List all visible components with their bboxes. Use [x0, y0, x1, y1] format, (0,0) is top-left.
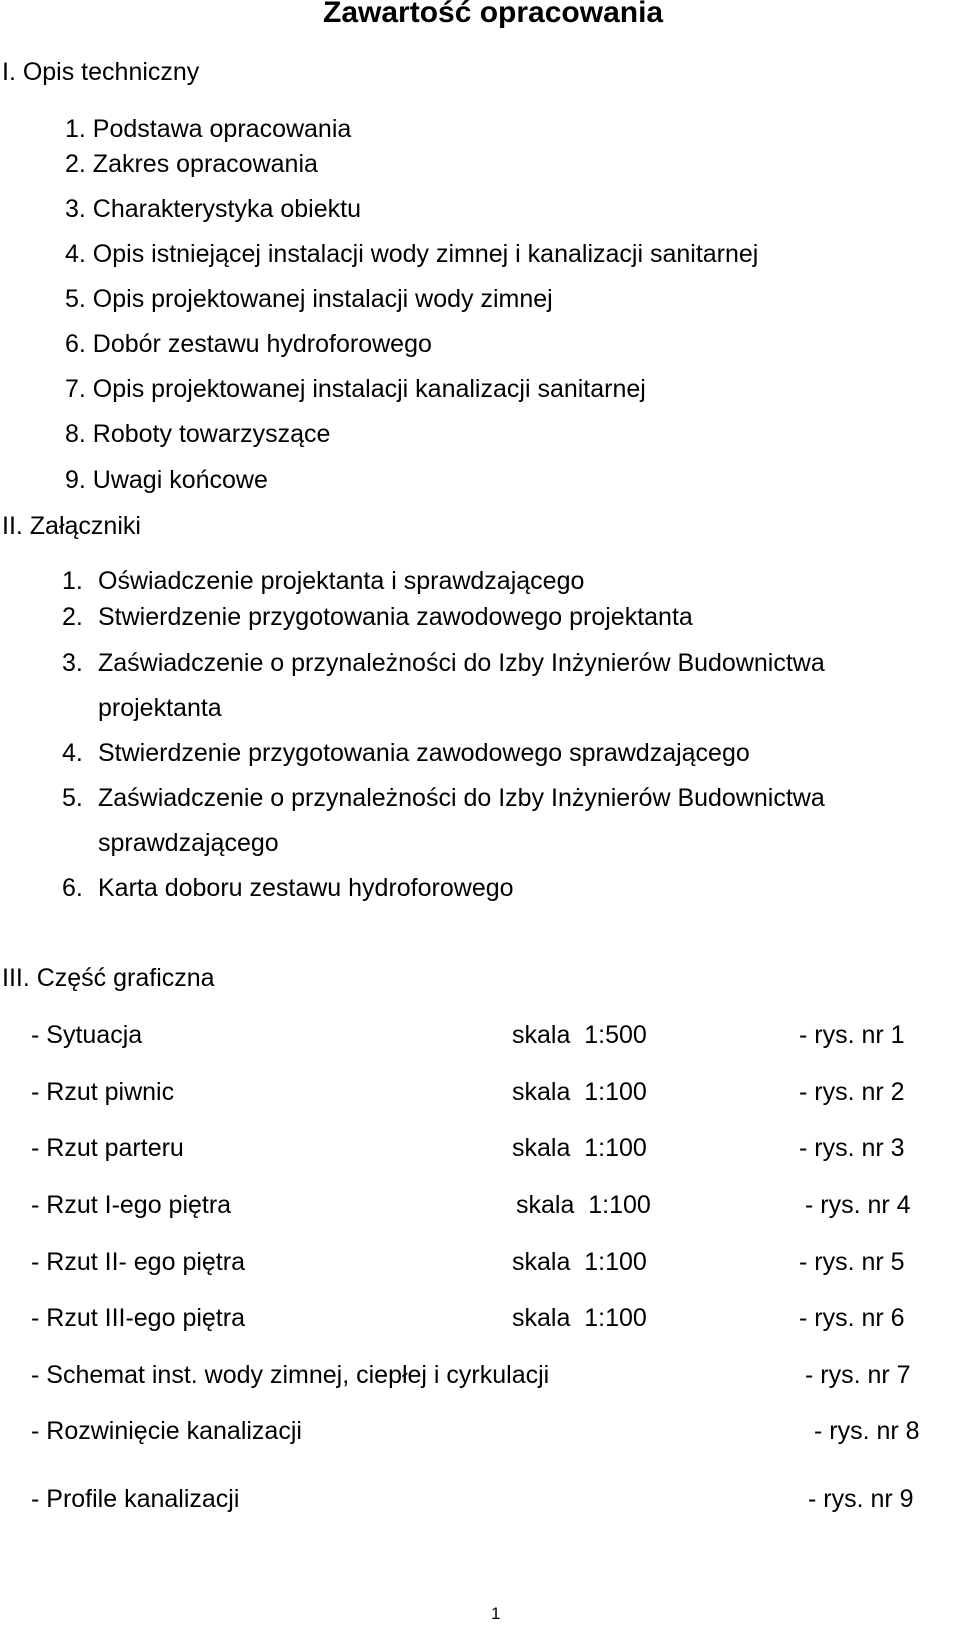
- drawing-name: - Rzut parteru: [31, 1134, 184, 1162]
- drawing-name: - Rzut piwnic: [31, 1078, 175, 1106]
- drawing-name: - Sytuacja: [31, 1021, 143, 1049]
- drawing-name: - Rzut I-ego piętra: [31, 1191, 232, 1219]
- drawing-scale: skala 1:100: [512, 1134, 647, 1162]
- drawing-ref: - rys. nr 2: [799, 1078, 905, 1106]
- list-item: 7. Opis projektowanej instalacji kanalizacji sanitarnej: [65, 375, 646, 403]
- attachment-text: Karta doboru zestawu hydroforowego: [98, 874, 514, 902]
- attachment-text: Stwierdzenie przygotowania zawodowego sprawdzającego: [98, 739, 750, 767]
- drawing-name: - Rzut III-ego piętra: [31, 1304, 245, 1332]
- drawing-ref: - rys. nr 8: [814, 1417, 920, 1445]
- drawing-scale: skala 1:500: [512, 1021, 647, 1049]
- drawing-scale: skala 1:100: [512, 1248, 647, 1276]
- drawing-scale: skala 1:100: [512, 1078, 647, 1106]
- page-title: Zawartość opracowania: [323, 0, 664, 29]
- drawing-name: - Rzut II- ego piętra: [31, 1248, 245, 1276]
- attachment-text: Zaświadczenie o przynależności do Izby Inżynierów Budownictwa: [98, 649, 825, 677]
- attachment-number: 3.: [62, 649, 83, 677]
- list-item: 4. Opis istniejącej instalacji wody zimnej i kanalizacji sanitarnej: [65, 240, 759, 268]
- drawing-ref: - rys. nr 9: [808, 1485, 914, 1513]
- attachment-text-continuation: projektanta: [98, 694, 222, 722]
- drawing-ref: - rys. nr 3: [799, 1134, 905, 1162]
- attachment-number: 4.: [62, 739, 83, 767]
- list-item: 3. Charakterystyka obiektu: [65, 195, 361, 223]
- drawing-name: - Schemat inst. wody zimnej, ciepłej i cyrkulacji: [31, 1361, 550, 1389]
- drawing-ref: - rys. nr 7: [805, 1361, 911, 1389]
- attachment-text: Oświadczenie projektanta i sprawdzającego: [98, 567, 585, 595]
- list-item: 5. Opis projektowanej instalacji wody zimnej: [65, 285, 553, 313]
- drawing-name: - Profile kanalizacji: [31, 1485, 240, 1513]
- section-heading-opis-techniczny: I. Opis techniczny: [2, 58, 200, 86]
- attachment-number: 6.: [62, 874, 83, 902]
- drawing-ref: - rys. nr 1: [799, 1021, 905, 1049]
- drawing-ref: - rys. nr 6: [799, 1304, 905, 1332]
- list-item: 8. Roboty towarzyszące: [65, 420, 331, 448]
- drawing-ref: - rys. nr 4: [805, 1191, 911, 1219]
- section-heading-czesc-graficzna: III. Część graficzna: [2, 964, 215, 992]
- attachment-text: Zaświadczenie o przynależności do Izby Inżynierów Budownictwa: [98, 784, 825, 812]
- drawing-scale: skala 1:100: [512, 1304, 647, 1332]
- list-item: 1. Podstawa opracowania: [65, 115, 352, 143]
- page-number: 1: [491, 1604, 501, 1623]
- drawing-scale: skala 1:100: [516, 1191, 651, 1219]
- attachment-text: Stwierdzenie przygotowania zawodowego projektanta: [98, 603, 693, 631]
- attachment-number: 5.: [62, 784, 83, 812]
- attachment-text-continuation: sprawdzającego: [98, 829, 279, 857]
- drawing-ref: - rys. nr 5: [799, 1248, 905, 1276]
- attachment-number: 2.: [62, 603, 83, 631]
- list-item: 2. Zakres opracowania: [65, 150, 318, 178]
- attachment-number: 1.: [62, 567, 83, 595]
- list-item: 9. Uwagi końcowe: [65, 466, 268, 494]
- list-item: 6. Dobór zestawu hydroforowego: [65, 330, 432, 358]
- drawing-name: - Rozwinięcie kanalizacji: [31, 1417, 302, 1445]
- section-heading-zalaczniki: II. Załączniki: [2, 512, 141, 540]
